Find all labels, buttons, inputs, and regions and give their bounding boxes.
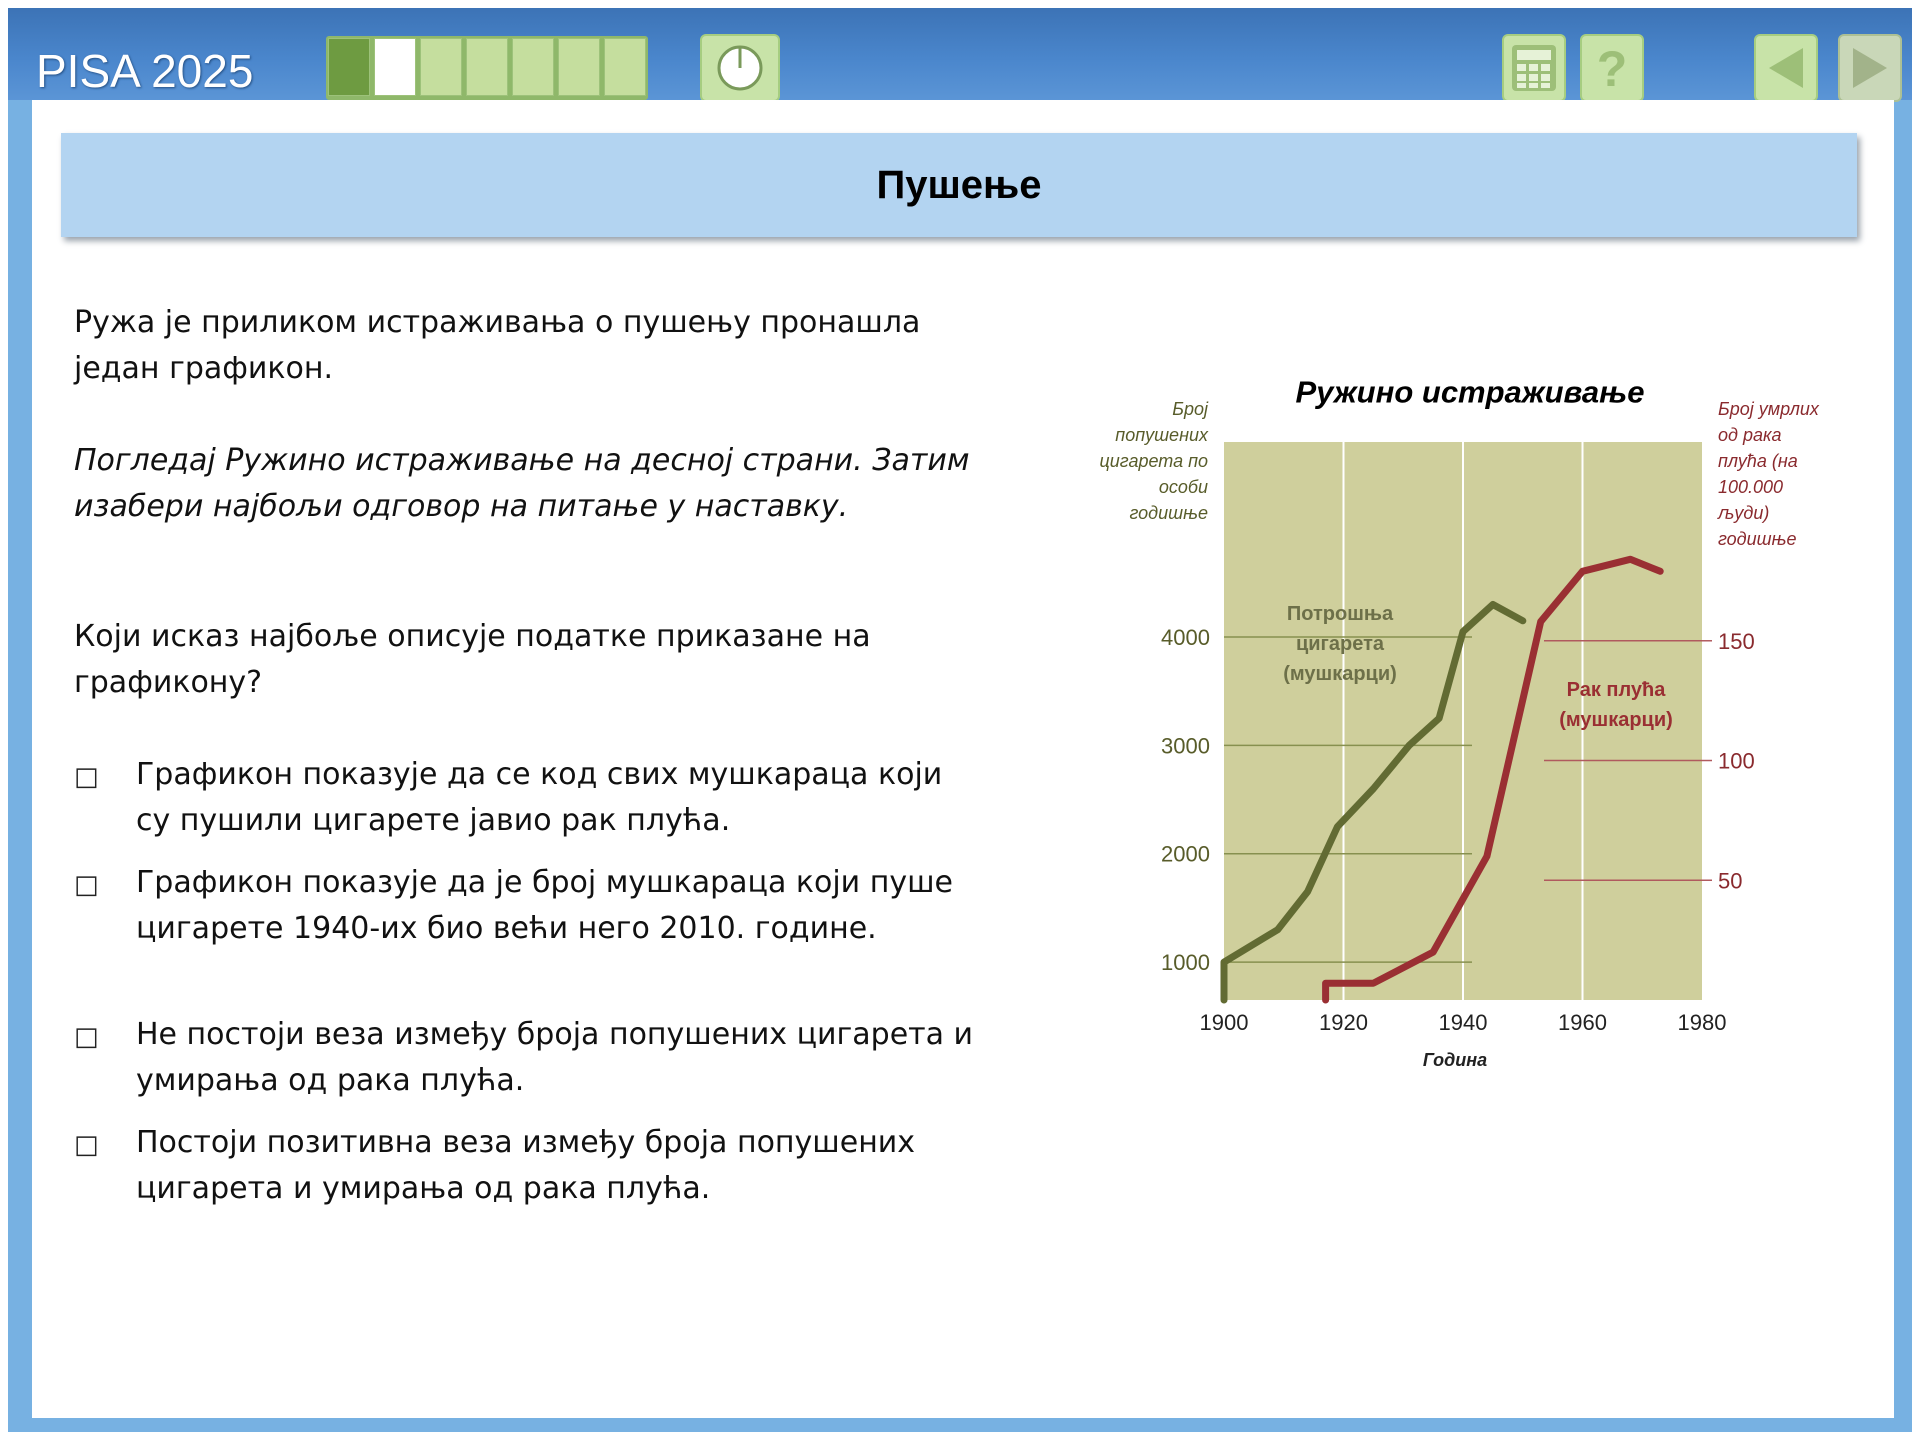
y-left-tick-label: 1000 (1161, 950, 1210, 976)
help-button[interactable] (1580, 34, 1644, 102)
y-left-axis-label: годишње (1129, 503, 1208, 523)
y-left-axis-label: попушених (1115, 425, 1208, 445)
back-arrow-icon (1763, 42, 1809, 94)
instruction-text: Погледај Ружино истраживање на десној страни. Затим изабери најбољи одговор на питање у наставку. (74, 443, 970, 524)
answer-option-label: Постоји позитивна веза између броја попушених цигарета и умирања од рака плућа. (136, 1125, 916, 1206)
calculator-button[interactable] (1502, 34, 1566, 102)
x-tick-label: 1920 (1319, 1010, 1368, 1035)
cancer-series-label: (мушкарци) (1559, 709, 1673, 731)
cigarettes-series-label: Потрошња (1286, 603, 1394, 625)
y-right-tick-label: 150 (1718, 628, 1755, 654)
y-left-axis-label: цигарета по (1099, 451, 1208, 471)
help-icon (1590, 42, 1634, 94)
cigarettes-series-label: (мушкарци) (1283, 663, 1397, 685)
chart-title: Ружино истраживање (1295, 380, 1645, 410)
x-axis-label: Година (1422, 1050, 1488, 1070)
progress-segment (374, 38, 416, 96)
x-tick-label: 1980 (1677, 1010, 1727, 1035)
answer-option-label: Графикон показује да је број мушкараца који пуше цигарете 1940-их био већи него 2010. године. (136, 865, 953, 946)
next-button[interactable] (1838, 34, 1902, 102)
timer-button[interactable] (700, 34, 780, 102)
checkbox-icon[interactable]: □ (74, 1022, 99, 1052)
cancer-series-label: Рак плућа (1566, 679, 1666, 701)
x-tick-label: 1900 (1199, 1010, 1249, 1035)
y-right-axis-label: од рака (1718, 425, 1782, 445)
answer-option-label: Графикон показује да се код свих мушкараца који су пушили цигарете јавио рак плућа. (136, 757, 943, 838)
y-right-axis-label: годишње (1718, 529, 1797, 549)
page-title: Пушење (876, 162, 1042, 207)
svg-text:?: ? (1596, 42, 1628, 94)
timer-icon (714, 42, 766, 94)
progress-segment (512, 38, 554, 96)
answer-option[interactable] (74, 752, 974, 844)
x-tick-label: 1960 (1558, 1010, 1607, 1035)
checkbox-icon[interactable]: □ (74, 1130, 99, 1160)
y-left-axis-label: особи (1158, 477, 1208, 497)
y-right-axis-label: плућа (на (1718, 451, 1798, 471)
progress-segment (604, 38, 646, 96)
checkbox-icon[interactable]: □ (74, 870, 99, 900)
question-prompt: Који исказ најбоље описује податке приказане на графикону? (74, 619, 871, 700)
cigarettes-series-label: цигарета (1295, 633, 1385, 655)
y-left-tick-label: 3000 (1161, 733, 1210, 759)
progress-segment (420, 38, 462, 96)
calculator-icon (1509, 42, 1559, 94)
y-right-tick-label: 50 (1718, 868, 1743, 894)
checkbox-icon[interactable]: □ (74, 762, 99, 792)
y-left-tick-label: 4000 (1161, 625, 1210, 651)
y-left-tick-label: 2000 (1161, 841, 1210, 867)
answer-option[interactable] (74, 860, 974, 952)
y-right-axis-label: Број умрлих (1718, 399, 1819, 419)
progress-segment (328, 38, 370, 96)
progress-segment (466, 38, 508, 96)
top-toolbar (8, 8, 1912, 100)
progress-segment (558, 38, 600, 96)
brand-logo: PISA 2025 (36, 45, 254, 97)
answer-option[interactable] (74, 1012, 974, 1104)
intro-text: Ружа је приликом истраживања о пушењу пронашла један графикон. (74, 305, 921, 386)
answer-option-label: Не постоји веза између броја попушених цигарета и умирања од рака плућа. (136, 1017, 974, 1098)
y-left-axis-label: Број (1172, 399, 1208, 419)
progress-bar (326, 36, 648, 100)
back-button[interactable] (1754, 34, 1818, 102)
page-title-bar (61, 133, 1857, 237)
research-chart (1060, 380, 1860, 1100)
y-right-tick-label: 100 (1718, 748, 1755, 774)
answer-option[interactable] (74, 1120, 974, 1212)
y-right-axis-label: 100.000 (1718, 477, 1784, 497)
x-tick-label: 1940 (1438, 1010, 1488, 1035)
next-arrow-icon (1847, 42, 1893, 94)
y-right-axis-label: људи) (1718, 503, 1770, 523)
